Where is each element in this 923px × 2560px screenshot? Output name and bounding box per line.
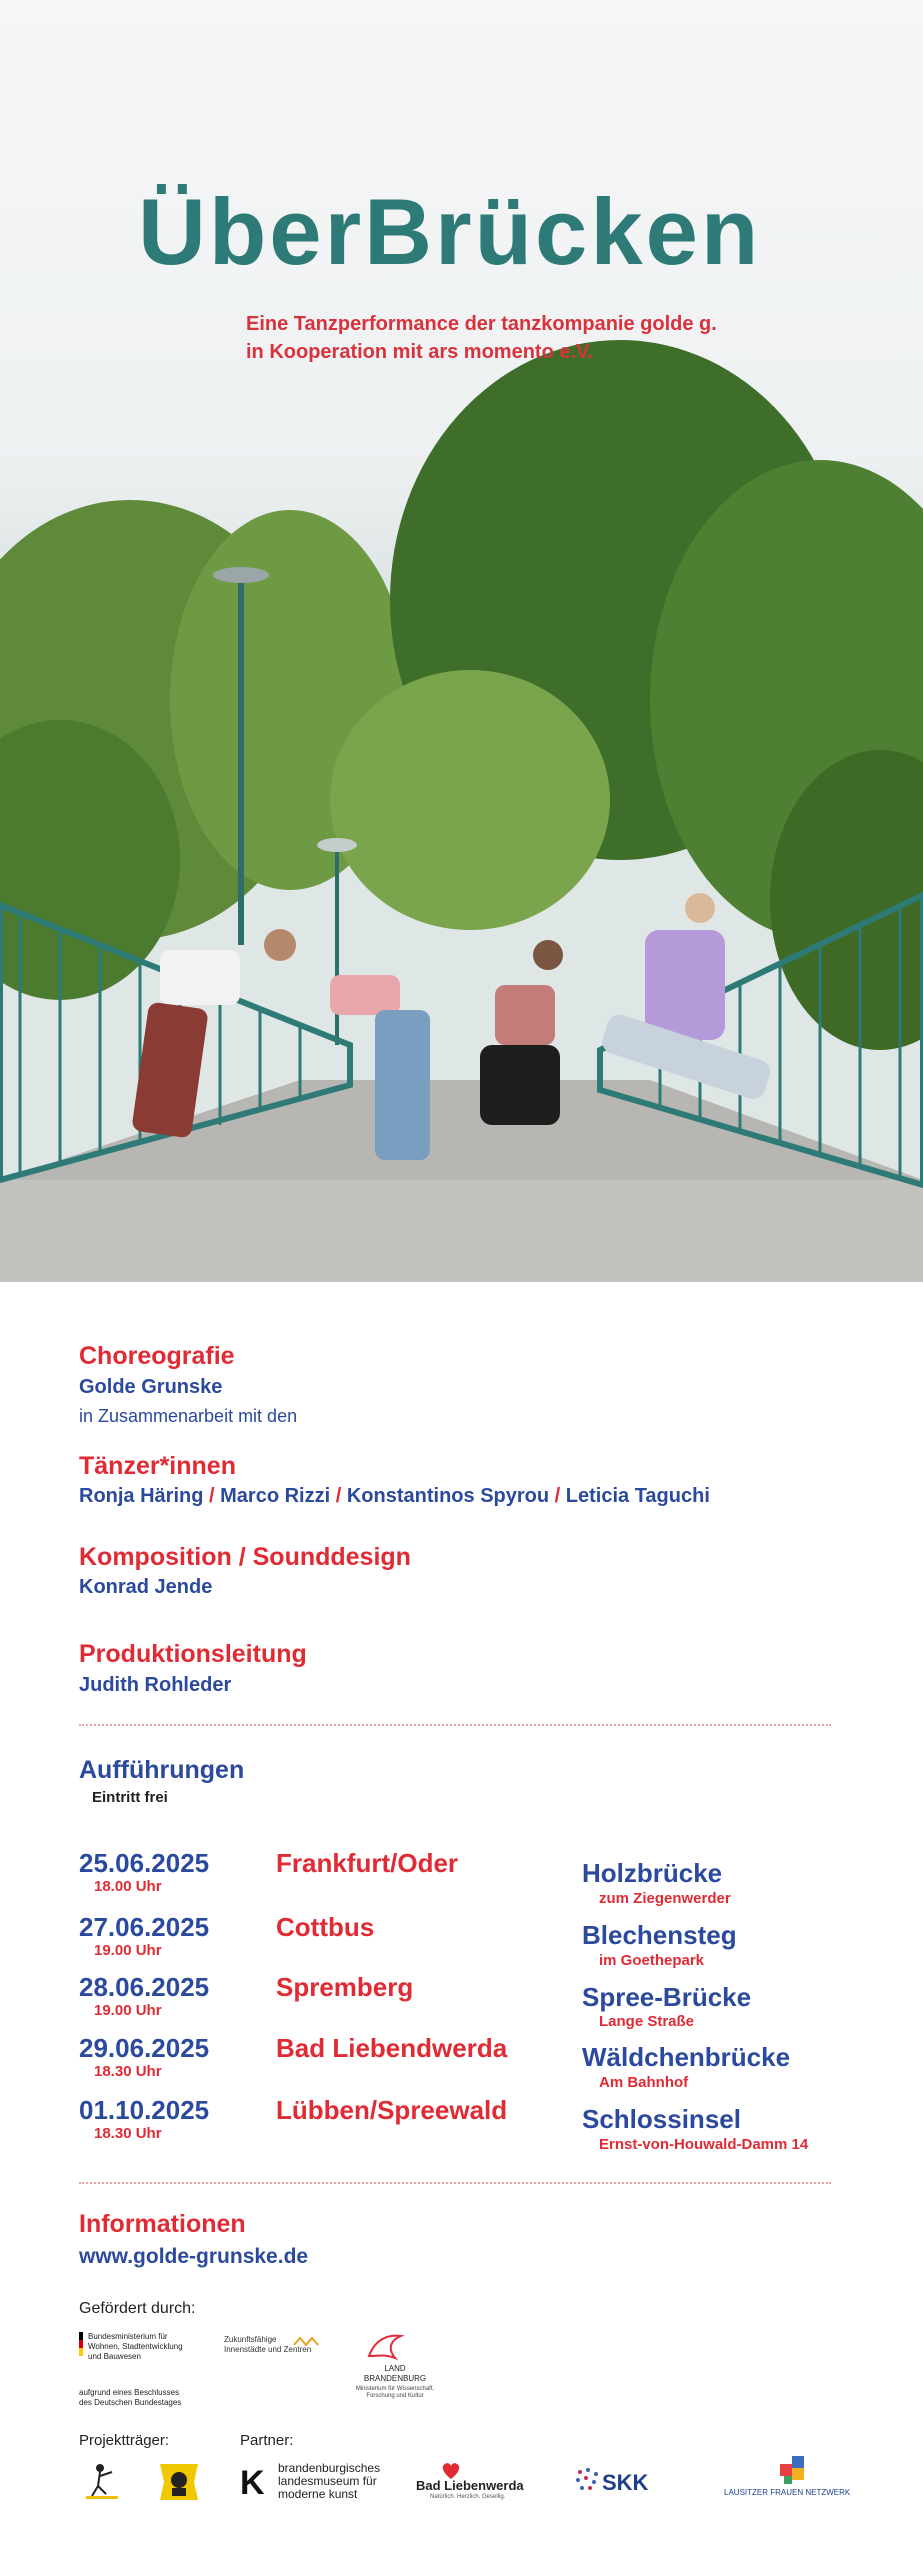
dancer-name: Konstantinos Spyrou xyxy=(346,1485,550,1507)
show-location: Am Bahnhof xyxy=(599,2074,689,2091)
show-venue: Schlossinsel xyxy=(582,2104,741,2134)
show-time: 18.00 Uhr xyxy=(94,1878,162,1895)
website-link[interactable]: www.golde-grunske.de xyxy=(79,2245,309,2268)
info-heading: Informationen xyxy=(79,2210,246,2238)
entry-note: Eintritt frei xyxy=(92,1789,168,1806)
composition-heading xyxy=(79,1543,411,1572)
production-heading: Produktionsleitung xyxy=(79,1640,307,1668)
show-city: Bad Liebendwerda xyxy=(276,2033,508,2063)
show-time: 19.00 Uhr xyxy=(94,1942,162,1959)
dancer-figure-icon xyxy=(82,2460,122,2500)
separator-slash: / xyxy=(238,1543,246,1571)
k-mark-icon: K xyxy=(240,2464,265,2502)
dot-cluster-icon xyxy=(574,2466,602,2494)
show-time: 18.30 Uhr xyxy=(94,2063,162,2080)
skk-text: SKK xyxy=(602,2470,649,2495)
subtitle-line-1: Eine Tanzperformance der tanzkompanie golde g. xyxy=(246,313,717,335)
project-label: Projektträger: xyxy=(79,2432,170,2449)
show-city: Cottbus xyxy=(276,1912,375,1942)
lfn-logo xyxy=(722,2456,872,2506)
show-venue: Spree-Brücke xyxy=(582,1982,752,2012)
choreo-heading: Choreografie xyxy=(79,1342,235,1370)
golde-g-logo xyxy=(82,2460,122,2500)
show-location: zum Ziegenwerder xyxy=(599,1890,731,1907)
show-date: 01.10.2025 xyxy=(79,2095,210,2125)
choreo-name: Golde Grunske xyxy=(79,1376,223,1398)
show-location: Lange Straße xyxy=(599,2013,695,2030)
ars-momento-mark-icon xyxy=(154,2460,204,2504)
dancers-list xyxy=(79,1485,710,1508)
show-date: 28.06.2025 xyxy=(79,1972,210,2002)
skk-logo xyxy=(574,2462,704,2502)
bmwsb-note: aufgrund eines Beschlusses des Deutschen Bundestages xyxy=(79,2388,182,2407)
composition-label: Komposition xyxy=(79,1543,232,1571)
choreo-note: in Zusammenarbeit mit den xyxy=(79,1406,298,1426)
blmk-logo xyxy=(240,2462,400,2502)
zukunft-mark-icon xyxy=(292,2335,322,2347)
brandenburg-logo xyxy=(355,2330,435,2410)
separator-slash: / xyxy=(554,1485,561,1507)
subtitle xyxy=(246,310,717,366)
divider xyxy=(79,2182,831,2184)
lfn-text: LAUSITZER FRAUEN NETZWERK xyxy=(724,2488,851,2497)
show-venue: Wäldchenbrücke xyxy=(582,2042,791,2072)
show-venue: Blechensteg xyxy=(582,1920,737,1950)
zukunft-logo xyxy=(224,2335,334,2365)
zukunft-text: Zukunftsfähige Innenstädte und Zentren xyxy=(224,2335,312,2354)
show-date: 27.06.2025 xyxy=(79,1912,210,1942)
dancer-name: Leticia Taguchi xyxy=(565,1485,710,1507)
show-venue: Holzbrücke xyxy=(582,1858,723,1888)
eagle-icon xyxy=(365,2330,405,2362)
show-city: Spremberg xyxy=(276,1972,414,2002)
brandenburg-note: Ministerium für Wissenschaft, Forschung und Kultur xyxy=(355,2386,435,2399)
producer-name: Judith Rohleder xyxy=(79,1674,232,1696)
show-city: Frankfurt/Oder xyxy=(276,1848,459,1878)
bmwsb-text: Bundesministerium für Wohnen, Stadtentwicklung und Bauwesen xyxy=(88,2332,183,2361)
bad-liebenwerda-logo xyxy=(416,2462,556,2502)
blmk-text: brandenburgisches landesmuseum für moderne kunst xyxy=(278,2461,381,2501)
subtitle-line-2: in Kooperation mit ars momento e.V. xyxy=(246,341,594,363)
show-city: Lübben/Spreewald xyxy=(276,2095,508,2125)
brandenburg-text: LAND BRANDENBURG xyxy=(363,2364,427,2383)
separator-slash: / xyxy=(209,1485,215,1507)
show-time: 18.30 Uhr xyxy=(94,2125,162,2142)
partner-label: Partner: xyxy=(240,2432,294,2449)
ars-momento-logo xyxy=(154,2460,204,2504)
show-location: im Goethepark xyxy=(599,1952,705,1969)
lfn-mark-icon xyxy=(780,2456,808,2484)
show-date: 25.06.2025 xyxy=(79,1848,210,1878)
funded-by-label: Gefördert durch: xyxy=(79,2300,196,2317)
dancer-name: Marco Rizzi xyxy=(220,1485,331,1507)
show-date: 29.06.2025 xyxy=(79,2033,210,2063)
divider xyxy=(79,1724,831,1726)
bad-liebenwerda-note: Natürlich. Herzlich. Gesellig. xyxy=(430,2494,506,2500)
dancer-name: Ronja Häring xyxy=(79,1485,204,1507)
sounddesign-label: Sounddesign xyxy=(252,1543,411,1571)
separator-slash: / xyxy=(335,1485,342,1507)
dancers-heading: Tänzer*innen xyxy=(79,1452,236,1480)
page-title: ÜberBrücken xyxy=(138,179,762,284)
performances-heading: Aufführungen xyxy=(79,1756,245,1784)
bmwsb-logo xyxy=(79,2332,209,2412)
bad-liebenwerda-text: Bad Liebenwerda xyxy=(416,2478,524,2493)
composer-name: Konrad Jende xyxy=(79,1576,213,1598)
show-time: 19.00 Uhr xyxy=(94,2002,162,2019)
show-location: Ernst-von-Houwald-Damm 14 xyxy=(599,2136,809,2153)
